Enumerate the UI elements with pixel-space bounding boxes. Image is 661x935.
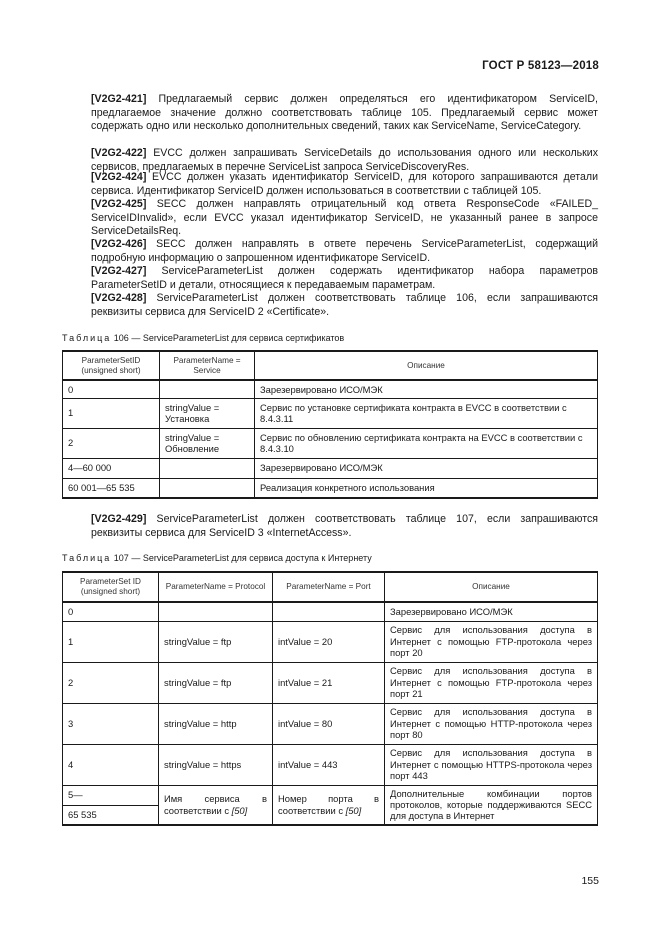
table-cell: 1	[63, 398, 160, 428]
requirement-code: [V2G2-426]	[91, 238, 147, 250]
table-header	[63, 572, 598, 602]
table-row	[63, 662, 598, 703]
table-cell: stringValue = ftp	[159, 621, 273, 662]
requirement-424	[91, 171, 598, 198]
document-header: ГОСТ Р 58123—2018	[482, 60, 599, 72]
table-cell: Сервис для использования доступа в Интернет с помощью HTTP-протокола через порт 80	[385, 703, 598, 744]
caption-word: Таблица	[62, 553, 112, 563]
table-cell	[273, 602, 385, 621]
table-row	[63, 428, 598, 458]
table-row	[63, 785, 598, 805]
table-cell: 1	[63, 621, 159, 662]
table-cell: 2	[63, 428, 160, 458]
requirement-426	[91, 238, 598, 265]
table-cell: intValue = 80	[273, 703, 385, 744]
requirement-code: [V2G2-425]	[91, 198, 147, 210]
requirement-425	[91, 198, 598, 239]
table-cell: intValue = 20	[273, 621, 385, 662]
table-cell	[273, 785, 385, 825]
requirement-text: SECC должен направлять отрицательный код ответа ResponseCode «FAILED_ ServiceIDInvalid», если EVCC указал идентификатор ServiceID, не указанный ранее в запросе ServiceDetailsReq.	[91, 198, 598, 238]
table-cell	[160, 478, 255, 498]
caption-word: Таблица	[62, 333, 112, 343]
column-header: Описание	[255, 351, 598, 380]
table-cell: intValue = 21	[273, 662, 385, 703]
requirement-code: [V2G2-421]	[91, 93, 147, 105]
cell-text: Имя сервиса в соответствии с	[164, 793, 267, 816]
caption-title: 107 — ServiceParameterList для сервиса доступа к Интернету	[111, 553, 372, 563]
table-cell: Зарезервировано ИСО/МЭК	[255, 380, 598, 398]
reference-link: [50]	[345, 804, 362, 816]
table-106	[62, 350, 598, 499]
requirement-code: [V2G2-422]	[91, 147, 147, 159]
column-header: ParameterName = Service	[160, 351, 255, 380]
requirement-code: [V2G2-424]	[91, 171, 147, 183]
column-header: Описание	[385, 572, 598, 602]
table-cell: stringValue = Установка	[160, 398, 255, 428]
table-cell: Сервис для использования доступа в Интернет с помощью FTP-протокола через порт 21	[385, 662, 598, 703]
table-cell: Зарезервировано ИСО/МЭК	[255, 458, 598, 478]
table-row	[63, 458, 598, 478]
table-cell: stringValue = Обновление	[160, 428, 255, 458]
table-row	[63, 621, 598, 662]
requirement-text: EVCC должен запрашивать ServiceDetails до использования одного или нескольких сервисов, предлагаемых в перечне ServiceList запроса ServiceDiscoveryRes.	[91, 147, 598, 173]
table-row	[63, 602, 598, 621]
table-cell: 60 001—65 535	[63, 478, 160, 498]
column-header: ParameterSet ID (unsigned short)	[63, 572, 159, 602]
table-row	[63, 380, 598, 398]
requirement-code: [V2G2-427]	[91, 265, 147, 277]
table-cell: Дополнительные комбинации портов протоколов, которые поддерживаются SECC для доступа в Интернет	[385, 785, 598, 825]
table-header	[63, 351, 598, 380]
table-row	[63, 744, 598, 785]
requirement-code: [V2G2-428]	[91, 292, 147, 304]
cell-text: Номер порта в соответствии с	[278, 793, 379, 816]
table-107-caption	[62, 553, 372, 563]
requirement-text: Предлагаемый сервис должен определяться его идентификатором ServiceID, предлагаемое значение должно соответствовать таблице 105. Предлагаемый сервис может содержать одно или несколько дополнительных сведений, таких как ServiceName, ServiceCategory.	[91, 93, 598, 133]
caption-title: 106 — ServiceParameterList для сервиса сертификатов	[111, 333, 345, 343]
table-cell: Сервис для использования доступа в Интернет с помощью HTTPS-протокола через порт 443	[385, 744, 598, 785]
requirement-text: ServiceParameterList должен соответствовать таблице 106, если запрашиваются реквизиты сервиса для ServiceID 2 «Certificate».	[91, 292, 598, 318]
reference-link: [50]	[231, 804, 248, 816]
table-cell: stringValue = https	[159, 744, 273, 785]
table-cell	[159, 602, 273, 621]
table-cell: 0	[63, 380, 160, 398]
requirement-text: ServiceParameterList должен содержать идентификатор набора параметров ParameterSetID и детали, относящиеся к передаваемым параметрам.	[91, 265, 598, 291]
requirement-428	[91, 292, 598, 319]
table-cell: 0	[63, 602, 159, 621]
table-cell: Зарезервировано ИСО/МЭК	[385, 602, 598, 621]
table-cell: Реализация конкретного использования	[255, 478, 598, 498]
requirement-code: [V2G2-429]	[91, 513, 147, 525]
table-cell: 5—	[63, 785, 159, 805]
table-cell: 3	[63, 703, 159, 744]
table-row	[63, 703, 598, 744]
table-107	[62, 571, 598, 826]
table-cell: Сервис по обновлению сертификата контракта на EVCC в соответствии с 8.4.3.10	[255, 428, 598, 458]
column-header: ParameterName = Protocol	[159, 572, 273, 602]
requirement-427	[91, 265, 598, 292]
requirement-text: SECC должен направлять в ответе перечень ServiceParameterList, содержащий подробную информацию о запрошенном идентификаторе ServiceID.	[91, 238, 598, 264]
table-cell: 4	[63, 744, 159, 785]
table-106-caption	[62, 333, 344, 343]
table-cell: Сервис по установке сертификата контракта в EVCC в соответствии с 8.4.3.11	[255, 398, 598, 428]
table-cell: 4—60 000	[63, 458, 160, 478]
requirement-429	[91, 513, 598, 540]
table-cell: intValue = 443	[273, 744, 385, 785]
column-header: ParameterName = Port	[273, 572, 385, 602]
table-cell	[160, 380, 255, 398]
table-cell: 65 535	[63, 805, 159, 825]
table-cell: stringValue = http	[159, 703, 273, 744]
table-row	[63, 398, 598, 428]
table-cell: stringValue = ftp	[159, 662, 273, 703]
table-cell	[159, 785, 273, 825]
table-cell	[160, 458, 255, 478]
table-cell: Сервис для использования доступа в Интернет с помощью FTP-протокола через порт 20	[385, 621, 598, 662]
requirement-421	[91, 93, 598, 134]
requirement-text: EVCC должен указать идентификатор ServiceID, для которого запрашиваются детали сервиса. Идентификатор ServiceID должен использоваться в соответствии с таблицей 105.	[91, 171, 598, 197]
page-number: 155	[581, 875, 599, 887]
table-row	[63, 478, 598, 498]
column-header: ParameterSetID (unsigned short)	[63, 351, 160, 380]
requirement-text: ServiceParameterList должен соответствовать таблице 107, если запрашиваются реквизиты сервиса для ServiceID 3 «InternetAccess».	[91, 513, 598, 539]
table-cell: 2	[63, 662, 159, 703]
